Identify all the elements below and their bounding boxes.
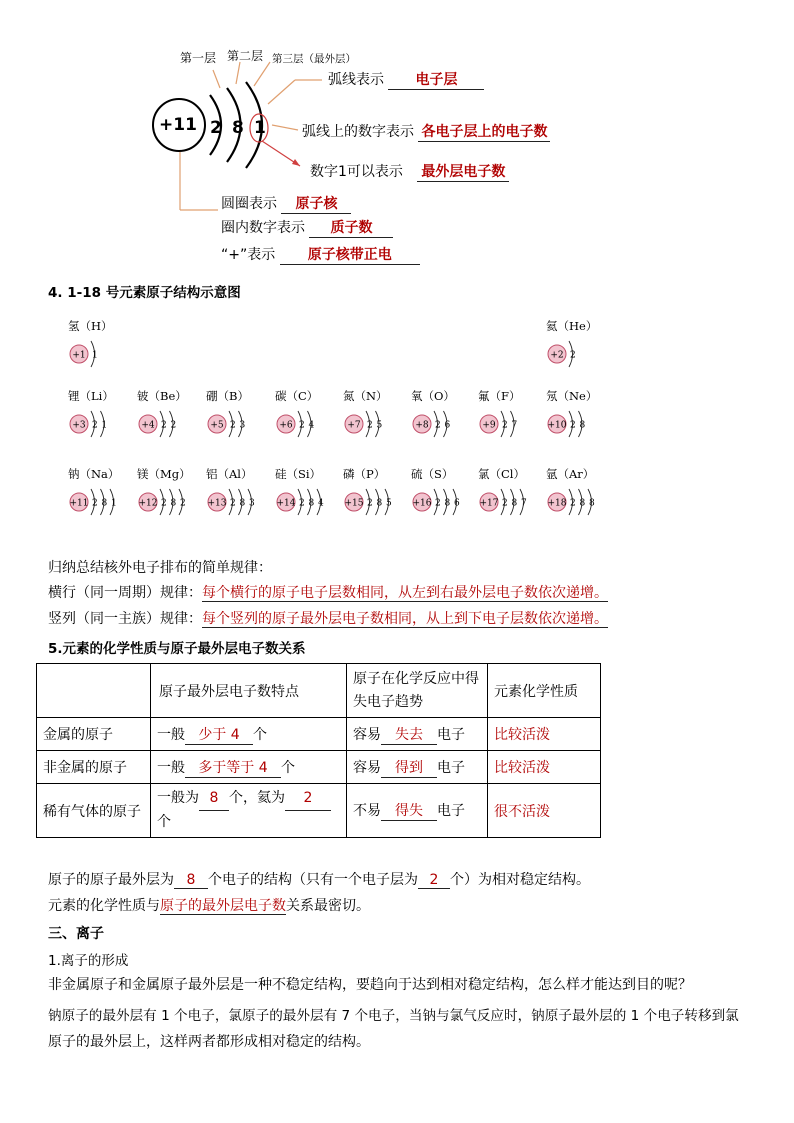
atom-name: 铍（Be） [137, 389, 187, 403]
atom-shell-count: 2 [180, 498, 186, 509]
atom-name: 氢（H） [68, 319, 113, 333]
atom-shell-count: 6 [454, 498, 460, 509]
atom-name: 氟（F） [478, 389, 521, 403]
atom-name: 锂（Li） [68, 389, 114, 403]
atom-1 [546, 318, 616, 380]
atom-charge: +8 [415, 420, 429, 431]
atom-name: 硼（B） [206, 389, 249, 403]
atom-name: 碳（C） [275, 389, 319, 403]
table-header-row: 原子最外层电子数特点 原子在化学反应中得失电子趋势 元素化学性质 [37, 664, 601, 718]
atom-13 [275, 466, 345, 528]
atom-8 [478, 388, 548, 450]
atom-diagram [478, 404, 548, 446]
atom-diagram [275, 404, 345, 446]
atom-shell-count: 8 [308, 498, 315, 509]
atom-shell-count: 8 [444, 498, 451, 509]
atom-shell-count: 2 [367, 420, 373, 431]
section5-heading: 5.元素的化学性质与原子最外层电子数关系 [48, 641, 306, 657]
atom-diagram [68, 334, 138, 376]
atom-shell-count: 8 [376, 498, 383, 509]
stable-line-2: 元素的化学性质与原子的最外层电子数关系最密切。 [48, 898, 370, 914]
atom-shell-count: 2 [435, 498, 441, 509]
atom-shell-count: 6 [444, 420, 451, 431]
atom-charge: +2 [550, 350, 564, 361]
atom-diagram [546, 482, 616, 524]
atom-10 [68, 466, 138, 528]
atom-name: 氧（O） [411, 389, 455, 403]
arcnum-line: 弧线上的数字表示 各电子层上的电子数 [302, 121, 550, 142]
atom-charge: +1 [72, 350, 86, 361]
atom-shell-count: 2 [502, 420, 508, 431]
atom-6 [343, 388, 413, 450]
rules-col-answer: 每个竖列的原子最外层电子数相同，从上到下电子层数依次递增。 [202, 611, 608, 627]
atom-shell-count: 2 [170, 420, 177, 431]
atom-diagram [68, 482, 138, 524]
rules-intro: 归纳总结核外电子排布的简单规律： [48, 560, 272, 576]
atom-shell-count: 1 [92, 350, 98, 361]
arc-answer: 电子层 [388, 69, 484, 90]
atom-2 [68, 388, 138, 450]
rules-row-answer: 每个横行的原子电子层数相同，从左到右最外层电子数依次递增。 [202, 585, 608, 601]
atom-charge: +5 [210, 420, 224, 431]
layer3-label: 第三层（最外层） [272, 53, 356, 65]
atom-shell-count: 2 [570, 420, 576, 431]
atom-name: 磷（P） [343, 467, 386, 481]
atom-diagram [343, 404, 413, 446]
ion-subheading: 1.离子的形成 [48, 953, 129, 969]
atom-shell-count: 5 [386, 498, 392, 509]
atom-shell-count: 2 [367, 498, 373, 509]
atom-16 [478, 466, 548, 528]
rules-col: 竖列（同一主族）规律：每个竖列的原子最外层电子数相同，从上到下电子层数依次递增。 [48, 611, 608, 627]
arc-line: 弧线表示 电子层 [328, 69, 484, 90]
atom-shell-count: 4 [318, 498, 324, 509]
section4-heading: 4. 1-18 号元素原子结构示意图 [48, 285, 241, 301]
atom-diagram [478, 482, 548, 524]
atom-charge: +13 [207, 498, 227, 509]
nucleus-charge: +11 [159, 115, 197, 135]
atom-17 [546, 466, 616, 528]
atom-shell-count: 7 [511, 420, 518, 431]
atom-7 [411, 388, 481, 450]
atom-11 [137, 466, 207, 528]
shell-num-2: 8 [232, 118, 244, 138]
innum-answer: 质子数 [309, 217, 393, 238]
atom-name: 氖（Ne） [546, 389, 598, 403]
atom-name: 硅（Si） [275, 467, 322, 481]
atom-shell-count: 2 [161, 420, 167, 431]
atom-shell-count: 7 [521, 498, 527, 509]
table-row: 稀有气体的原子 一般为 8 个，氦为 2 个 不易 得失 电子 很不活泼 [37, 784, 601, 838]
atom-3 [137, 388, 207, 450]
atom-diagram [275, 482, 345, 524]
atom-diagram [343, 482, 413, 524]
atom-diagram [206, 404, 276, 446]
stable-line-1: 原子的原子最外层为 8 个电子的结构（只有一个电子层为 2 个）为相对稳定结构。 [48, 872, 590, 888]
atom-diagram [411, 482, 481, 524]
atom-4 [206, 388, 276, 450]
atom-shell-count: 8 [170, 498, 177, 509]
atom-shell-count: 2 [230, 498, 236, 509]
atom-shell-count: 8 [511, 498, 518, 509]
circle-answer: 原子核 [281, 193, 351, 214]
plus-line: “+”表示 原子核带正电 [221, 244, 420, 265]
atom-diagram [546, 404, 616, 446]
atom-shell-count: 8 [589, 498, 595, 509]
atom-charge: +12 [138, 498, 158, 509]
digit-line: 数字1可以表示 最外层电子数 [310, 161, 509, 182]
atom-name: 氩（Ar） [546, 467, 595, 481]
atom-charge: +16 [412, 498, 432, 509]
atom-charge: +11 [69, 498, 89, 509]
atom-name: 氦（He） [546, 319, 598, 333]
atom-9 [546, 388, 616, 450]
atom-5 [275, 388, 345, 450]
atom-charge: +3 [72, 420, 86, 431]
atom-shell-count: 2 [570, 498, 576, 509]
atom-charge: +9 [482, 420, 496, 431]
atom-name: 钠（Na） [68, 467, 120, 481]
atom-shell-count: 2 [299, 498, 305, 509]
ion-para-2a: 钠原子的最外层有 1 个电子，氯原子的最外层有 7 个电子，当钠与氯气反应时，钠原子最外层的 1 个电子转移到氯 [48, 1008, 739, 1024]
atom-shell-count: 2 [92, 498, 98, 509]
atom-structure-diagram [150, 40, 610, 270]
atom-charge: +6 [279, 420, 293, 431]
atom-shell-count: 3 [239, 420, 246, 431]
atom-shell-count: 8 [579, 420, 586, 431]
layer1-label: 第一层 [180, 51, 217, 65]
atom-charge: +14 [276, 498, 296, 509]
digit-answer: 最外层电子数 [417, 161, 509, 182]
shell-num-3: 1 [254, 118, 266, 138]
atom-name: 氯（Cl） [478, 467, 525, 481]
ion-para-1: 非金属原子和金属原子最外层是一种不稳定结构，要趋向于达到相对稳定结构，怎么样才能达到目的呢？ [48, 977, 692, 993]
innum-line: 圈内数字表示 质子数 [221, 217, 393, 238]
atom-diagram [68, 404, 138, 446]
shell-num-1: 2 [210, 118, 222, 138]
atom-shell-count: 2 [161, 498, 167, 509]
atom-shell-count: 3 [249, 498, 255, 509]
rules-row: 横行（同一周期）规律：每个横行的原子电子层数相同，从左到右最外层电子数依次递增。 [48, 585, 608, 601]
atom-name: 镁（Mg） [137, 467, 191, 481]
atom-shell-count: 2 [570, 350, 576, 361]
atom-charge: +18 [547, 498, 567, 509]
arcnum-answer: 各电子层上的电子数 [418, 121, 550, 142]
atom-diagram [137, 404, 207, 446]
atom-14 [343, 466, 413, 528]
plus-answer: 原子核带正电 [280, 244, 420, 265]
atom-charge: +7 [347, 420, 361, 431]
atom-name: 氮（N） [343, 389, 388, 403]
atom-name: 硫（S） [411, 467, 454, 481]
atom-charge: +4 [141, 420, 155, 431]
atom-shell-count: 2 [92, 420, 98, 431]
atom-shell-count: 5 [376, 420, 383, 431]
atom-charge: +15 [344, 498, 364, 509]
atom-shell-count: 2 [230, 420, 236, 431]
table-row: 非金属的原子 一般 多于等于 4 个 容易 得到 电子 比较活泼 [37, 751, 601, 784]
atom-shell-count: 8 [239, 498, 246, 509]
atom-shell-count: 1 [101, 420, 108, 431]
atom-shell-count: 8 [579, 498, 586, 509]
ion-para-2b: 原子的最外层上，这样两者都形成相对稳定的结构。 [48, 1034, 370, 1050]
atom-15 [411, 466, 481, 528]
atom-12 [206, 466, 276, 528]
layer2-label: 第二层 [227, 49, 264, 63]
atom-shell-count: 1 [111, 498, 117, 509]
atom-diagram [546, 334, 616, 376]
table-row: 金属的原子 一般 少于 4 个 容易 失去 电子 比较活泼 [37, 718, 601, 751]
atom-diagram [137, 482, 207, 524]
atom-charge: +10 [547, 420, 567, 431]
atom-diagram [411, 404, 481, 446]
section3-heading: 三、离子 [48, 926, 104, 942]
properties-table [36, 663, 601, 838]
atom-diagram [206, 482, 276, 524]
atom-0 [68, 318, 138, 380]
atom-shell-count: 2 [435, 420, 441, 431]
circle-line: 圆圈表示 原子核 [221, 193, 351, 214]
atom-name: 铝（Al） [206, 467, 253, 481]
atom-charge: +17 [479, 498, 499, 509]
atom-shell-count: 2 [299, 420, 305, 431]
atom-shell-count: 4 [308, 420, 315, 431]
atom-shell-count: 2 [502, 498, 508, 509]
atom-shell-count: 8 [101, 498, 108, 509]
